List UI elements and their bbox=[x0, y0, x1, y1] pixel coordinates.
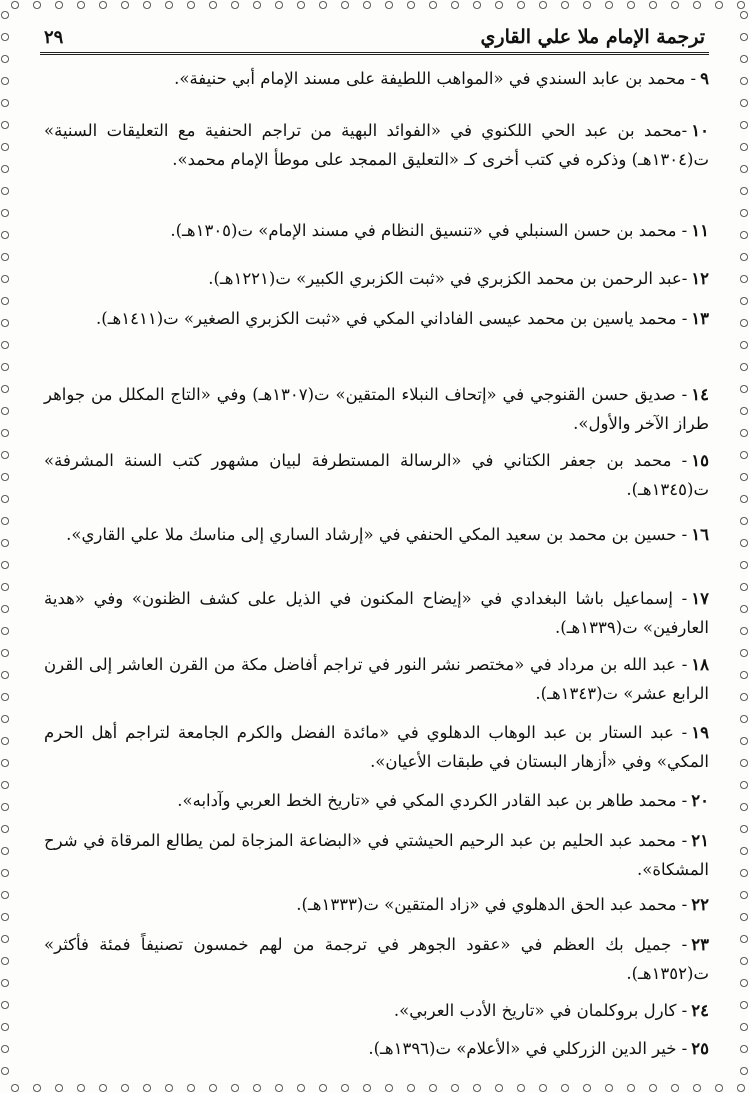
entry-number: ١٨ bbox=[691, 655, 709, 674]
entry-text: - محمد بن عابد السندي في «المواهب اللطيفة على مسند الإمام أبي حنيفة». bbox=[174, 69, 697, 88]
border-left-ornament bbox=[0, 4, 10, 1089]
page-header bbox=[40, 18, 709, 55]
list-item bbox=[44, 304, 709, 333]
entry-number: ٩ bbox=[700, 69, 709, 88]
entry-number: ٢٢ bbox=[691, 895, 709, 914]
entry-number: ١٣ bbox=[691, 309, 709, 328]
list-item bbox=[44, 786, 709, 815]
list-item bbox=[44, 380, 709, 438]
entry-number: ١٩ bbox=[691, 723, 709, 742]
entry-number: ١١ bbox=[691, 221, 709, 240]
list-item bbox=[44, 64, 709, 93]
list-item bbox=[44, 446, 709, 504]
list-item bbox=[44, 718, 709, 776]
border-top-ornament bbox=[4, 0, 745, 10]
entry-text: - صديق حسن القنوجي في «إتحاف النبلاء المتقين» ت(١٣٠٧هـ) وفي «التاج المكلل من جواهر طراز الآخر والأول». bbox=[44, 385, 709, 433]
entry-text: - خير الدين الزركلي في «الأعلام» ت(١٣٩٦هـ). bbox=[368, 1039, 688, 1058]
entry-number: ١٤ bbox=[691, 385, 709, 404]
entry-text: - محمد ياسين بن محمد عيسى الفاداني المكي في «ثبت الكزبري الصغير» ت(١٤١١هـ). bbox=[96, 309, 688, 328]
list-item bbox=[44, 264, 709, 293]
entry-number: ٢١ bbox=[691, 831, 709, 850]
entry-text: - محمد طاهر بن عبد القادر الكردي المكي في «تاريخ الخط العربي وآدابه». bbox=[177, 791, 688, 810]
list-item bbox=[44, 996, 709, 1025]
list-item bbox=[44, 216, 709, 245]
entry-number: ٢٣ bbox=[691, 935, 709, 954]
entry-text: -عبد الرحمن بن محمد الكزبري في «ثبت الكزبري الكبير» ت(١٢٢١هـ). bbox=[208, 269, 688, 288]
list-item bbox=[44, 930, 709, 988]
list-item bbox=[44, 520, 709, 549]
entry-text: - محمد بن جعفر الكتاني في «الرسالة المستطرفة لبيان مشهور كتب السنة المشرفة» ت(١٣٤٥هـ). bbox=[44, 451, 709, 499]
running-title: ترجمة الإمام ملا علي القاري bbox=[480, 26, 705, 48]
list-item bbox=[44, 826, 709, 884]
entry-number: ١٠ bbox=[691, 121, 709, 140]
entry-text: - إسماعيل باشا البغدادي في «إيضاح المكنون في الذيل على كشف الظنون» وفي «هدية العارفين» ت(١٣٣٩هـ). bbox=[44, 589, 709, 637]
entry-text: - حسين بن محمد بن سعيد المكي الحنفي في «إرشاد الساري إلى مناسك ملا علي القاري». bbox=[66, 525, 688, 544]
entry-number: ٢٥ bbox=[691, 1039, 709, 1058]
border-bottom-ornament bbox=[4, 1083, 745, 1093]
entry-number: ١٢ bbox=[691, 269, 709, 288]
entry-text: - محمد بن حسن السنبلي في «تنسيق النظام في مسند الإمام» ت(١٣٠٥هـ). bbox=[170, 221, 688, 240]
entry-text: - محمد عبد الحق الدهلوي في «زاد المتقين» ت(١٣٣٣هـ). bbox=[296, 895, 688, 914]
entry-number: ١٦ bbox=[691, 525, 709, 544]
entry-number: ١٥ bbox=[691, 451, 709, 470]
entry-text: - عبد الله بن مرداد في «مختصر نشر النور في تراجم أفاضل مكة من القرن العاشر إلى القرن الرابع عشر» ت(١٣٤٣هـ). bbox=[44, 655, 709, 703]
entry-number: ٢٠ bbox=[691, 791, 709, 810]
entry-text: - كارل بروكلمان في «تاريخ الأدب العربي». bbox=[393, 1001, 688, 1020]
list-item bbox=[44, 116, 709, 174]
entry-number: ١٧ bbox=[691, 589, 709, 608]
list-item bbox=[44, 1034, 709, 1063]
page-number: ٢٩ bbox=[44, 27, 64, 48]
entry-number: ٢٤ bbox=[691, 1001, 709, 1020]
entry-text: - محمد عبد الحليم بن عبد الرحيم الحيشتي في «البضاعة المزجاة لمن يطالع المرقاة في شرح المشكاة». bbox=[44, 831, 709, 879]
border-right-ornament bbox=[739, 4, 749, 1089]
entry-text: - عبد الستار بن عبد الوهاب الدهلوي في «مائدة الفضل والكرم الجامعة لتراجم أهل الحرم المكي» وفي «أزهار البستان في طبقات الأعيان». bbox=[44, 723, 709, 771]
list-item bbox=[44, 890, 709, 919]
list-item bbox=[44, 584, 709, 642]
entry-text: -محمد بن عبد الحي اللكنوي في «الفوائد البهية من تراجم الحنفية مع التعليقات السنية» ت(١٣٠٤هـ) وذكره في كتب أخرى كـ «التعليق الممجد على موطأ الإمام محمد». bbox=[44, 121, 709, 169]
entry-text: - جميل بك العظم في «عقود الجوهر في ترجمة من لهم خمسون تصنيفاً فمئة فأكثر» ت(١٣٥٢هـ). bbox=[44, 935, 709, 983]
document-page bbox=[40, 18, 709, 1067]
list-item bbox=[44, 650, 709, 708]
